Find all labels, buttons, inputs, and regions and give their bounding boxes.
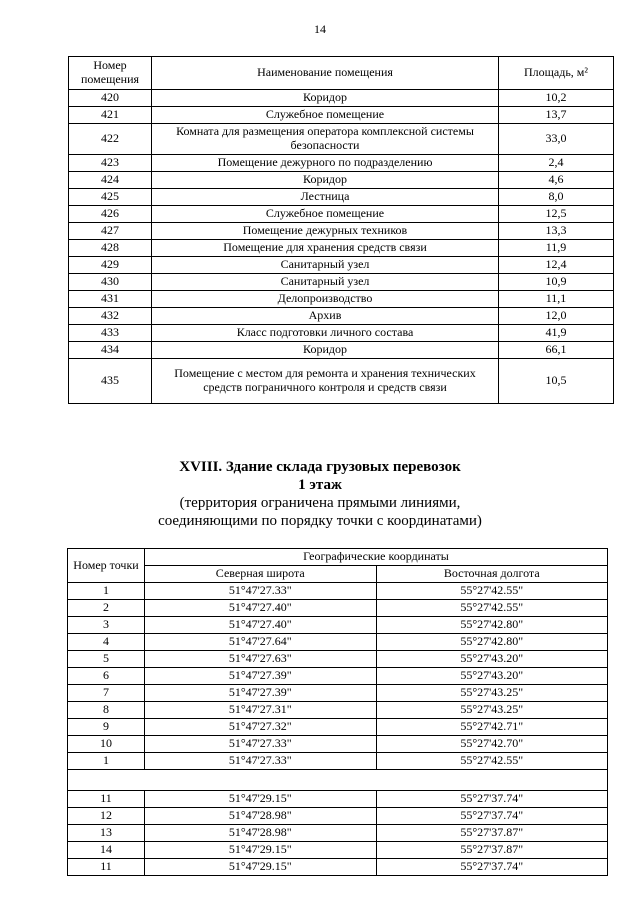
table-row <box>69 257 614 274</box>
room-area: 66,1 <box>499 342 614 359</box>
spacer-cell <box>68 770 608 791</box>
table-row <box>68 859 608 876</box>
point-number: 12 <box>68 808 145 825</box>
latitude: 51°47'28.98" <box>145 825 377 842</box>
point-number: 5 <box>68 651 145 668</box>
longitude: 55°27'37.87" <box>376 825 608 842</box>
section-title: XVIII. Здание склада грузовых перевозок <box>179 459 461 475</box>
room-area: 11,9 <box>499 240 614 257</box>
rooms-table <box>68 56 614 404</box>
point-number: 3 <box>68 617 145 634</box>
table-row <box>68 583 608 600</box>
longitude: 55°27'42.80" <box>376 617 608 634</box>
room-number: 427 <box>69 223 152 240</box>
latitude: 51°47'28.98" <box>145 808 377 825</box>
table-row <box>68 808 608 825</box>
table-row <box>69 155 614 172</box>
room-number: 428 <box>69 240 152 257</box>
point-number: 10 <box>68 736 145 753</box>
table-row <box>69 223 614 240</box>
longitude: 55°27'37.74" <box>376 791 608 808</box>
room-name: Класс подготовки личного состава <box>152 325 499 342</box>
section-note-line2: соединяющими по порядку точки с координатами) <box>158 513 482 529</box>
room-area: 11,1 <box>499 291 614 308</box>
room-area: 10,5 <box>499 359 614 404</box>
coordinates-table <box>67 548 608 876</box>
latitude: 51°47'29.15" <box>145 791 377 808</box>
room-area: 41,9 <box>499 325 614 342</box>
table-row <box>69 274 614 291</box>
room-area: 12,4 <box>499 257 614 274</box>
table-row <box>68 651 608 668</box>
room-name: Служебное помещение <box>152 107 499 124</box>
room-number: 425 <box>69 189 152 206</box>
room-number: 431 <box>69 291 152 308</box>
longitude: 55°27'42.80" <box>376 634 608 651</box>
table-row <box>69 308 614 325</box>
longitude: 55°27'42.71" <box>376 719 608 736</box>
table-row <box>68 685 608 702</box>
room-area: 10,2 <box>499 90 614 107</box>
room-area: 8,0 <box>499 189 614 206</box>
table-spacer-row <box>68 770 608 791</box>
room-number: 423 <box>69 155 152 172</box>
table-row <box>69 206 614 223</box>
point-number: 11 <box>68 791 145 808</box>
longitude: 55°27'37.87" <box>376 842 608 859</box>
room-number: 433 <box>69 325 152 342</box>
room-name: Помещение для хранения средств связи <box>152 240 499 257</box>
longitude: 55°27'43.20" <box>376 668 608 685</box>
room-area: 12,5 <box>499 206 614 223</box>
section-floor: 1 этаж <box>298 477 342 493</box>
point-number: 2 <box>68 600 145 617</box>
room-name: Помещение дежурного по подразделению <box>152 155 499 172</box>
point-number: 9 <box>68 719 145 736</box>
room-name: Комната для размещения оператора комплексной системы безопасности <box>152 124 499 155</box>
longitude: 55°27'43.25" <box>376 702 608 719</box>
header-point-number: Номер точки <box>68 549 145 583</box>
page-number: 14 <box>314 22 326 36</box>
point-number: 7 <box>68 685 145 702</box>
point-number: 11 <box>68 859 145 876</box>
room-number: 424 <box>69 172 152 189</box>
table-row <box>68 702 608 719</box>
room-area: 33,0 <box>499 124 614 155</box>
table-row <box>69 124 614 155</box>
latitude: 51°47'27.32" <box>145 719 377 736</box>
latitude: 51°47'27.33" <box>145 736 377 753</box>
room-name: Коридор <box>152 172 499 189</box>
room-area: 13,3 <box>499 223 614 240</box>
room-name: Санитарный узел <box>152 274 499 291</box>
longitude: 55°27'42.55" <box>376 753 608 770</box>
room-number: 422 <box>69 124 152 155</box>
section-note-line1: (территория ограничена прямыми линиями, <box>179 495 461 511</box>
room-name: Помещение дежурных техников <box>152 223 499 240</box>
room-number: 420 <box>69 90 152 107</box>
latitude: 51°47'27.39" <box>145 668 377 685</box>
room-area: 12,0 <box>499 308 614 325</box>
header-room-number: Номер помещения <box>69 57 152 90</box>
room-name: Помещение с местом для ремонта и хранения технических средств пограничного контроля и средств связи <box>152 359 499 404</box>
table-row <box>68 600 608 617</box>
room-number: 434 <box>69 342 152 359</box>
table-row <box>69 172 614 189</box>
room-area: 10,9 <box>499 274 614 291</box>
latitude: 51°47'27.64" <box>145 634 377 651</box>
table-row <box>69 240 614 257</box>
latitude: 51°47'27.31" <box>145 702 377 719</box>
latitude: 51°47'27.33" <box>145 753 377 770</box>
table-row <box>68 842 608 859</box>
point-number: 8 <box>68 702 145 719</box>
point-number: 4 <box>68 634 145 651</box>
header-area: Площадь, м² <box>499 57 614 90</box>
table-subheader-row <box>68 566 608 583</box>
room-number: 432 <box>69 308 152 325</box>
longitude: 55°27'43.20" <box>376 651 608 668</box>
table-row <box>68 825 608 842</box>
table-header-row <box>69 57 614 90</box>
table-row <box>69 189 614 206</box>
table-row <box>68 617 608 634</box>
latitude: 51°47'27.33" <box>145 583 377 600</box>
longitude: 55°27'42.55" <box>376 600 608 617</box>
latitude: 51°47'27.39" <box>145 685 377 702</box>
room-name: Коридор <box>152 342 499 359</box>
longitude: 55°27'42.55" <box>376 583 608 600</box>
room-area: 2,4 <box>499 155 614 172</box>
point-number: 14 <box>68 842 145 859</box>
point-number: 1 <box>68 583 145 600</box>
table-row <box>69 359 614 404</box>
table-row <box>69 325 614 342</box>
table-row <box>68 753 608 770</box>
longitude: 55°27'37.74" <box>376 859 608 876</box>
table-row <box>68 719 608 736</box>
header-latitude: Северная широта <box>145 566 377 583</box>
room-area: 4,6 <box>499 172 614 189</box>
room-area: 13,7 <box>499 107 614 124</box>
longitude: 55°27'43.25" <box>376 685 608 702</box>
room-number: 421 <box>69 107 152 124</box>
header-room-name: Наименование помещения <box>152 57 499 90</box>
point-number: 13 <box>68 825 145 842</box>
latitude: 51°47'27.40" <box>145 600 377 617</box>
room-name: Санитарный узел <box>152 257 499 274</box>
longitude: 55°27'42.70" <box>376 736 608 753</box>
table-row <box>69 291 614 308</box>
room-name: Лестница <box>152 189 499 206</box>
point-number: 6 <box>68 668 145 685</box>
room-name: Служебное помещение <box>152 206 499 223</box>
room-number: 430 <box>69 274 152 291</box>
longitude: 55°27'37.74" <box>376 808 608 825</box>
latitude: 51°47'29.15" <box>145 859 377 876</box>
table-row <box>68 668 608 685</box>
room-name: Коридор <box>152 90 499 107</box>
table-row <box>69 107 614 124</box>
header-geo-coords: Географические координаты <box>145 549 608 566</box>
latitude: 51°47'29.15" <box>145 842 377 859</box>
room-name: Архив <box>152 308 499 325</box>
room-number: 435 <box>69 359 152 404</box>
header-longitude: Восточная долгота <box>376 566 608 583</box>
latitude: 51°47'27.40" <box>145 617 377 634</box>
point-number: 1 <box>68 753 145 770</box>
table-row <box>69 342 614 359</box>
section-heading <box>0 458 640 530</box>
table-row <box>69 90 614 107</box>
table-row <box>68 736 608 753</box>
table-header-row <box>68 549 608 566</box>
room-number: 426 <box>69 206 152 223</box>
room-name: Делопроизводство <box>152 291 499 308</box>
room-number: 429 <box>69 257 152 274</box>
table-row <box>68 634 608 651</box>
table-row <box>68 791 608 808</box>
latitude: 51°47'27.63" <box>145 651 377 668</box>
